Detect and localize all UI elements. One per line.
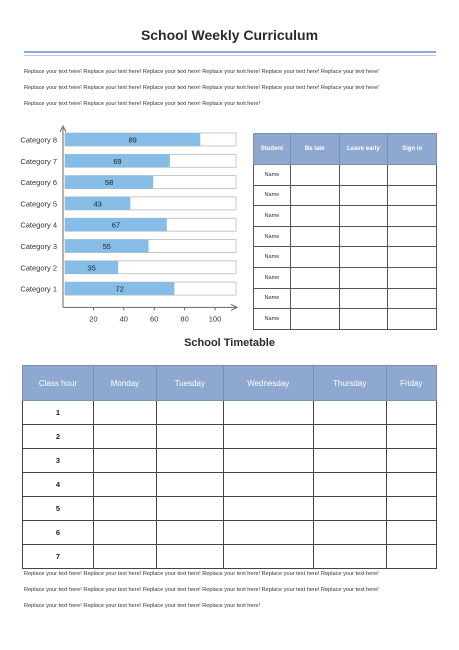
timetable-cell[interactable] — [156, 473, 223, 497]
attendance-cell[interactable] — [290, 309, 339, 330]
attendance-cell[interactable] — [388, 309, 437, 330]
attendance-cell[interactable] — [388, 247, 437, 268]
x-tick-label: 20 — [89, 314, 98, 324]
col-header-wednesday: Wednesday — [223, 366, 313, 401]
attendance-cell[interactable] — [388, 165, 437, 186]
footer-paragraph[interactable] — [24, 566, 444, 614]
timetable-cell[interactable] — [223, 497, 313, 521]
table-row — [23, 425, 437, 449]
timetable-cell[interactable] — [223, 449, 313, 473]
placeholder-text: Replace your text here! — [83, 85, 142, 91]
paragraph-line — [24, 64, 444, 80]
placeholder-text: Replace your text here! — [321, 587, 379, 593]
timetable-cell[interactable] — [386, 521, 436, 545]
attendance-cell[interactable] — [290, 267, 339, 288]
bar-value-label: 72 — [115, 284, 124, 294]
timetable-cell[interactable] — [94, 449, 157, 473]
paragraph-line — [24, 80, 444, 96]
title-rule-thin — [24, 55, 436, 56]
table-row — [254, 185, 437, 206]
class-hour-cell: 5 — [23, 497, 94, 521]
placeholder-text: Replace your text here! — [83, 571, 142, 577]
category-label: Category 3 — [20, 242, 57, 251]
placeholder-text: Replace your text here! — [24, 101, 82, 107]
placeholder-text: Replace your text here! — [24, 69, 82, 75]
attendance-cell[interactable] — [290, 165, 339, 186]
placeholder-text: Replace your text here! — [142, 69, 201, 75]
timetable-cell[interactable] — [313, 473, 386, 497]
student-name-cell[interactable]: Name — [254, 226, 291, 247]
timetable-cell[interactable] — [386, 473, 436, 497]
placeholder-text: Replace your text here! — [321, 571, 379, 577]
attendance-cell[interactable] — [388, 226, 437, 247]
attendance-cell[interactable] — [339, 309, 388, 330]
timetable-cell[interactable] — [386, 449, 436, 473]
attendance-cell[interactable] — [388, 185, 437, 206]
col-header-class-hour: Class hour — [23, 366, 94, 401]
timetable-cell[interactable] — [313, 425, 386, 449]
placeholder-text: Replace your text here! — [202, 603, 261, 609]
x-tick-label: 100 — [208, 314, 222, 324]
student-name-cell[interactable]: Name — [254, 185, 291, 206]
attendance-cell[interactable] — [388, 267, 437, 288]
placeholder-text: Replace your text here! — [261, 85, 320, 91]
placeholder-text: Replace your text here! — [83, 101, 142, 107]
table-row — [254, 309, 437, 330]
table-row — [23, 449, 437, 473]
timetable-cell[interactable] — [223, 473, 313, 497]
bar-value-label: 89 — [128, 135, 137, 145]
bar-value-label: 58 — [104, 178, 114, 188]
placeholder-text: Replace your text here! — [202, 69, 261, 75]
category-label: Category 2 — [20, 263, 57, 273]
table-row — [23, 497, 437, 521]
student-name-cell[interactable]: Name — [254, 165, 291, 186]
attendance-cell[interactable] — [339, 267, 388, 288]
table-row — [254, 165, 437, 186]
timetable-title: School Timetable — [184, 337, 275, 349]
x-tick-label: 60 — [150, 314, 159, 324]
attendance-cell[interactable] — [290, 185, 339, 206]
student-name-cell[interactable]: Name — [254, 288, 291, 309]
timetable-cell[interactable] — [223, 401, 313, 425]
timetable-cell[interactable] — [156, 449, 223, 473]
timetable-cell[interactable] — [313, 545, 386, 569]
attendance-cell[interactable] — [339, 206, 388, 227]
category-label: Category 8 — [20, 135, 57, 145]
timetable-cell[interactable] — [313, 521, 386, 545]
timetable-cell[interactable] — [94, 521, 157, 545]
placeholder-text: Replace your text here! — [83, 603, 142, 609]
attendance-cell[interactable] — [339, 247, 388, 268]
placeholder-text: Replace your text here! — [261, 571, 320, 577]
timetable-cell[interactable] — [386, 545, 436, 569]
timetable-cell[interactable] — [156, 545, 223, 569]
x-tick-label: 40 — [119, 314, 128, 324]
placeholder-text: Replace your text here! — [83, 69, 142, 75]
timetable-cell[interactable] — [313, 449, 386, 473]
timetable-cell[interactable] — [94, 545, 157, 569]
col-header-leave-early: Leave early — [339, 134, 388, 165]
bar-value-label: 67 — [111, 220, 121, 230]
placeholder-text: Replace your text here! — [24, 85, 82, 91]
bar-value-label: 69 — [113, 156, 122, 166]
timetable-cell[interactable] — [156, 497, 223, 521]
placeholder-text: Replace your text here! — [202, 587, 261, 593]
timetable-cell[interactable] — [94, 497, 157, 521]
timetable-cell[interactable] — [94, 473, 157, 497]
attendance-cell[interactable] — [339, 288, 388, 309]
category-label: Category 1 — [20, 284, 57, 294]
attendance-cell[interactable] — [290, 206, 339, 227]
timetable-cell[interactable] — [313, 401, 386, 425]
placeholder-text: Replace your text here! — [142, 587, 201, 593]
class-hour-cell: 1 — [23, 401, 94, 425]
col-header-friday: Friday — [386, 366, 436, 401]
placeholder-text: Replace your text here! — [261, 69, 320, 75]
class-hour-cell: 3 — [23, 449, 94, 473]
placeholder-text: Replace your text here! — [83, 587, 142, 593]
col-header-tuesday: Tuesday — [156, 366, 223, 401]
intro-paragraph[interactable] — [24, 64, 444, 112]
attendance-cell[interactable] — [339, 226, 388, 247]
timetable-cell[interactable] — [156, 401, 223, 425]
bar-value-label: 55 — [102, 242, 111, 251]
col-header-thursday: Thursday — [313, 366, 386, 401]
timetable-cell[interactable] — [223, 545, 313, 569]
attendance-cell[interactable] — [339, 165, 388, 186]
category-label: Category 7 — [20, 156, 57, 166]
student-name-cell[interactable]: Name — [254, 206, 291, 227]
table-row — [23, 521, 437, 545]
timetable-cell[interactable] — [386, 497, 436, 521]
attendance-table — [253, 133, 437, 330]
placeholder-text: Replace your text here! — [321, 69, 379, 75]
class-hour-cell: 6 — [23, 521, 94, 545]
paragraph-line — [24, 566, 444, 582]
bar-chart — [0, 120, 245, 325]
col-header-monday: Monday — [94, 366, 157, 401]
placeholder-text: Replace your text here! — [142, 571, 201, 577]
timetable-cell[interactable] — [156, 425, 223, 449]
timetable-cell[interactable] — [94, 401, 157, 425]
placeholder-text: Replace your text here! — [24, 603, 82, 609]
student-name-cell[interactable]: Name — [254, 267, 291, 288]
class-hour-cell: 7 — [23, 545, 94, 569]
placeholder-text: Replace your text here! — [202, 101, 261, 107]
placeholder-text: Replace your text here! — [202, 571, 261, 577]
placeholder-text: Replace your text here! — [321, 85, 379, 91]
col-header-sign-in: Sign in — [388, 134, 437, 165]
bar-value-label: 35 — [87, 263, 96, 273]
attendance-cell[interactable] — [290, 288, 339, 309]
col-header-be-late: Be late — [290, 134, 339, 165]
table-row — [254, 267, 437, 288]
table-row — [254, 206, 437, 227]
category-label: Category 4 — [20, 220, 57, 230]
title-rule — [24, 51, 436, 53]
placeholder-text: Replace your text here! — [24, 571, 82, 577]
timetable-cell[interactable] — [94, 425, 157, 449]
x-tick-label: 80 — [180, 314, 189, 324]
paragraph-line — [24, 582, 444, 598]
timetable — [22, 365, 437, 569]
category-label: Category 6 — [20, 178, 57, 188]
placeholder-text: Replace your text here! — [24, 587, 82, 593]
attendance-cell[interactable] — [388, 288, 437, 309]
page-title: School Weekly Curriculum — [140, 27, 319, 43]
timetable-cell[interactable] — [156, 521, 223, 545]
student-name-cell[interactable]: Name — [254, 247, 291, 268]
table-row — [254, 288, 437, 309]
class-hour-cell: 4 — [23, 473, 94, 497]
table-row — [23, 401, 437, 425]
timetable-cell[interactable] — [313, 497, 386, 521]
table-row — [254, 247, 437, 268]
attendance-cell[interactable] — [388, 206, 437, 227]
placeholder-text: Replace your text here! — [142, 603, 201, 609]
attendance-cell[interactable] — [339, 185, 388, 206]
category-label: Category 5 — [20, 199, 57, 209]
attendance-cell[interactable] — [290, 226, 339, 247]
placeholder-text: Replace your text here! — [142, 85, 201, 91]
timetable-cell[interactable] — [223, 425, 313, 449]
table-row — [23, 545, 437, 569]
paragraph-line — [24, 96, 444, 112]
col-header-student: Student — [254, 134, 291, 165]
timetable-cell[interactable] — [223, 521, 313, 545]
bar-value-label: 43 — [93, 199, 102, 209]
placeholder-text: Replace your text here! — [142, 101, 201, 107]
timetable-cell[interactable] — [386, 401, 436, 425]
student-name-cell[interactable]: Name — [254, 309, 291, 330]
paragraph-line — [24, 598, 444, 614]
placeholder-text: Replace your text here! — [261, 587, 320, 593]
placeholder-text: Replace your text here! — [202, 85, 261, 91]
attendance-cell[interactable] — [290, 247, 339, 268]
table-row — [23, 473, 437, 497]
class-hour-cell: 2 — [23, 425, 94, 449]
table-row — [254, 226, 437, 247]
timetable-cell[interactable] — [386, 425, 436, 449]
